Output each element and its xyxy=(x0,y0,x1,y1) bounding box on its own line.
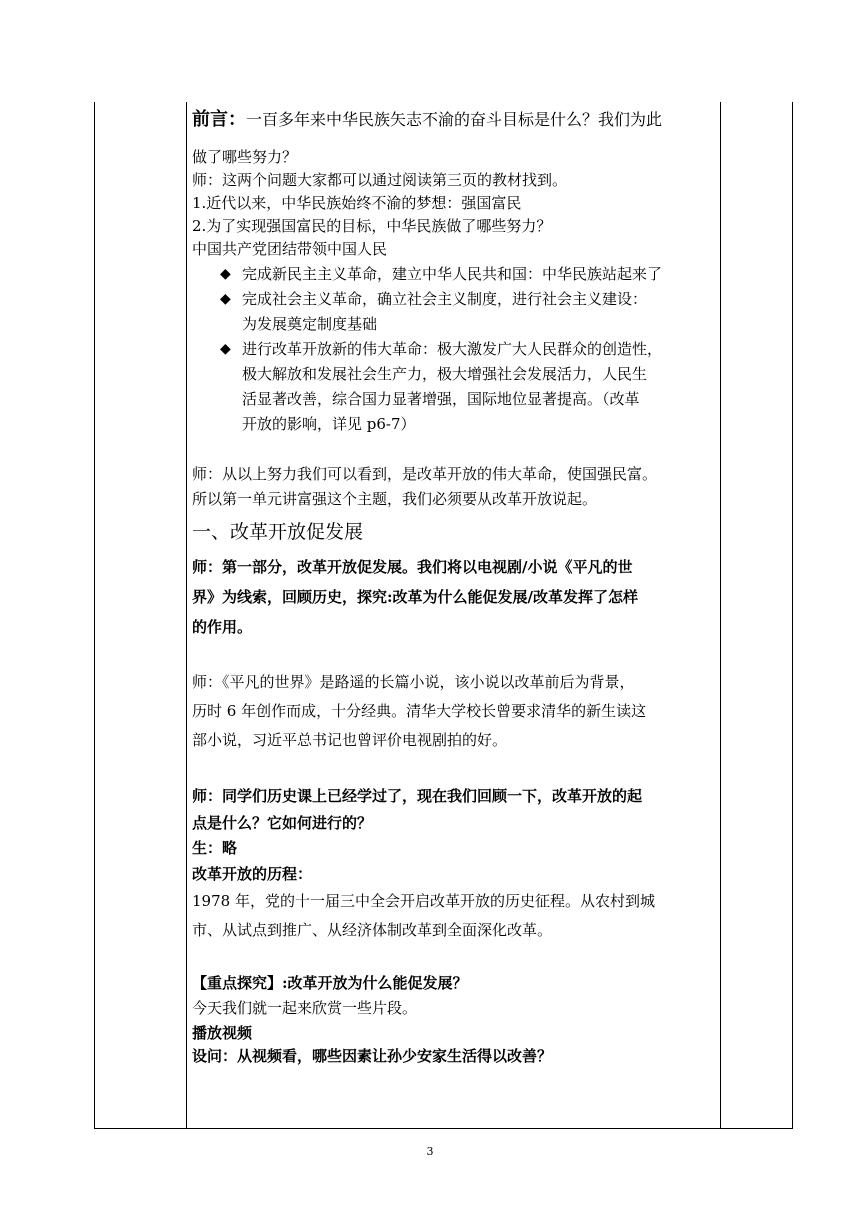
text-line: 部小说，习近平总书记也曾评价电视剧拍的好。 xyxy=(192,731,508,749)
question-1: 1.近代以来，中华民族始终不渝的梦想：强国富民 xyxy=(192,194,522,212)
text-line: 所以第一单元讲富强这个主题，我们必须要从改革开放说起。 xyxy=(192,490,598,508)
bullet-line: 完成新民主主义革命，建立中华人民共和国：中华民族站起来了 xyxy=(242,265,663,283)
table-divider-left xyxy=(186,102,187,1129)
focus-question: 【重点探究】:改革开放为什么能促发展？ xyxy=(192,974,468,992)
text-line: 点是什么？它如何进行的？ xyxy=(192,814,373,832)
page-number: 3 xyxy=(426,1145,434,1158)
party-line: 中国共产党团结带领中国人民 xyxy=(192,240,388,258)
intro-label: 前言： xyxy=(192,109,246,130)
teacher-paragraph-3 xyxy=(192,552,718,642)
bullet-item xyxy=(192,287,718,337)
teacher-paragraph-5 xyxy=(192,781,718,835)
intro-paragraph xyxy=(192,108,718,132)
section-heading: 一、改革开放促发展 xyxy=(192,521,364,543)
play-video-line: 播放视频 xyxy=(192,1024,253,1042)
text-line: 市、从试点到推广、从经济体制改革到全面深化改革。 xyxy=(192,921,553,939)
bullet-item xyxy=(192,337,718,437)
text-line: 的作用。 xyxy=(192,618,253,636)
text-line: 1978 年，党的十一届三中全会开启改革开放的历史征程。从农村到城 xyxy=(192,892,655,910)
student-line: 生：略 xyxy=(192,839,238,857)
question-2: 2.为了实现强国富民的目标，中华民族做了哪些努力？ xyxy=(192,217,552,235)
table-left-border xyxy=(94,102,95,1129)
teacher-line-1: 师：这两个问题大家都可以通过阅读第三页的教材找到。 xyxy=(192,171,568,189)
bullet-item xyxy=(192,262,718,287)
diamond-bullet-icon: ◆ xyxy=(220,266,231,282)
guiding-question: 设问：从视频看，哪些因素让孙少安家生活得以改善？ xyxy=(192,1047,553,1065)
course-text xyxy=(192,887,718,945)
text-line: 师：第一部分，改革开放促发展。我们将以电视剧/小说《平凡的世 xyxy=(192,558,633,576)
diamond-bullet-icon: ◆ xyxy=(220,341,231,357)
course-title: 改革开放的历程： xyxy=(192,865,313,883)
bullet-line: 进行改革开放新的伟大革命：极大激发广大人民群众的创造性， xyxy=(242,340,663,358)
text-line: 历时 6 年创作而成，十分经典。清华大学校长曾要求清华的新生读这 xyxy=(192,702,647,720)
table-right-border xyxy=(792,102,793,1129)
teacher-paragraph-2 xyxy=(192,462,718,512)
table-divider-right xyxy=(720,102,721,1129)
intro-line2: 做了哪些努力？ xyxy=(192,148,298,166)
bullet-line: 开放的影响，详见 p6-7） xyxy=(242,415,416,433)
text-line: 师：《平凡的世界》是路遥的长篇小说，该小说以改革前后为背景， xyxy=(192,673,635,691)
lesson-content xyxy=(192,108,718,1067)
diamond-bullet-icon: ◆ xyxy=(220,291,231,307)
bullet-list xyxy=(192,262,718,437)
bullet-line: 极大解放和发展社会生产力，极大增强社会发展活力，人民生 xyxy=(242,365,648,383)
text-line: 师：同学们历史课上已经学过了，现在我们回顾一下，改革开放的起 xyxy=(192,787,643,805)
intro-line1: 一百多年来中华民族矢志不渝的奋斗目标是什么？我们为此 xyxy=(246,110,663,129)
text-line: 界》为线索，回顾历史，探究:改革为什么能促发展/改革发挥了怎样 xyxy=(192,588,639,606)
bullet-line: 完成社会主义革命，确立社会主义制度，进行社会主义建设： xyxy=(242,290,648,308)
bullet-line: 为发展奠定制度基础 xyxy=(242,315,378,333)
teacher-paragraph-4 xyxy=(192,668,718,755)
text-line: 师：从以上努力我们可以看到，是改革开放的伟大革命，使国强民富。 xyxy=(192,465,658,483)
table-bottom-border xyxy=(94,1128,793,1129)
today-line: 今天我们就一起来欣赏一些片段。 xyxy=(192,999,418,1017)
bullet-line: 活显著改善，综合国力显著增强，国际地位显著提高。（改革 xyxy=(242,390,640,408)
